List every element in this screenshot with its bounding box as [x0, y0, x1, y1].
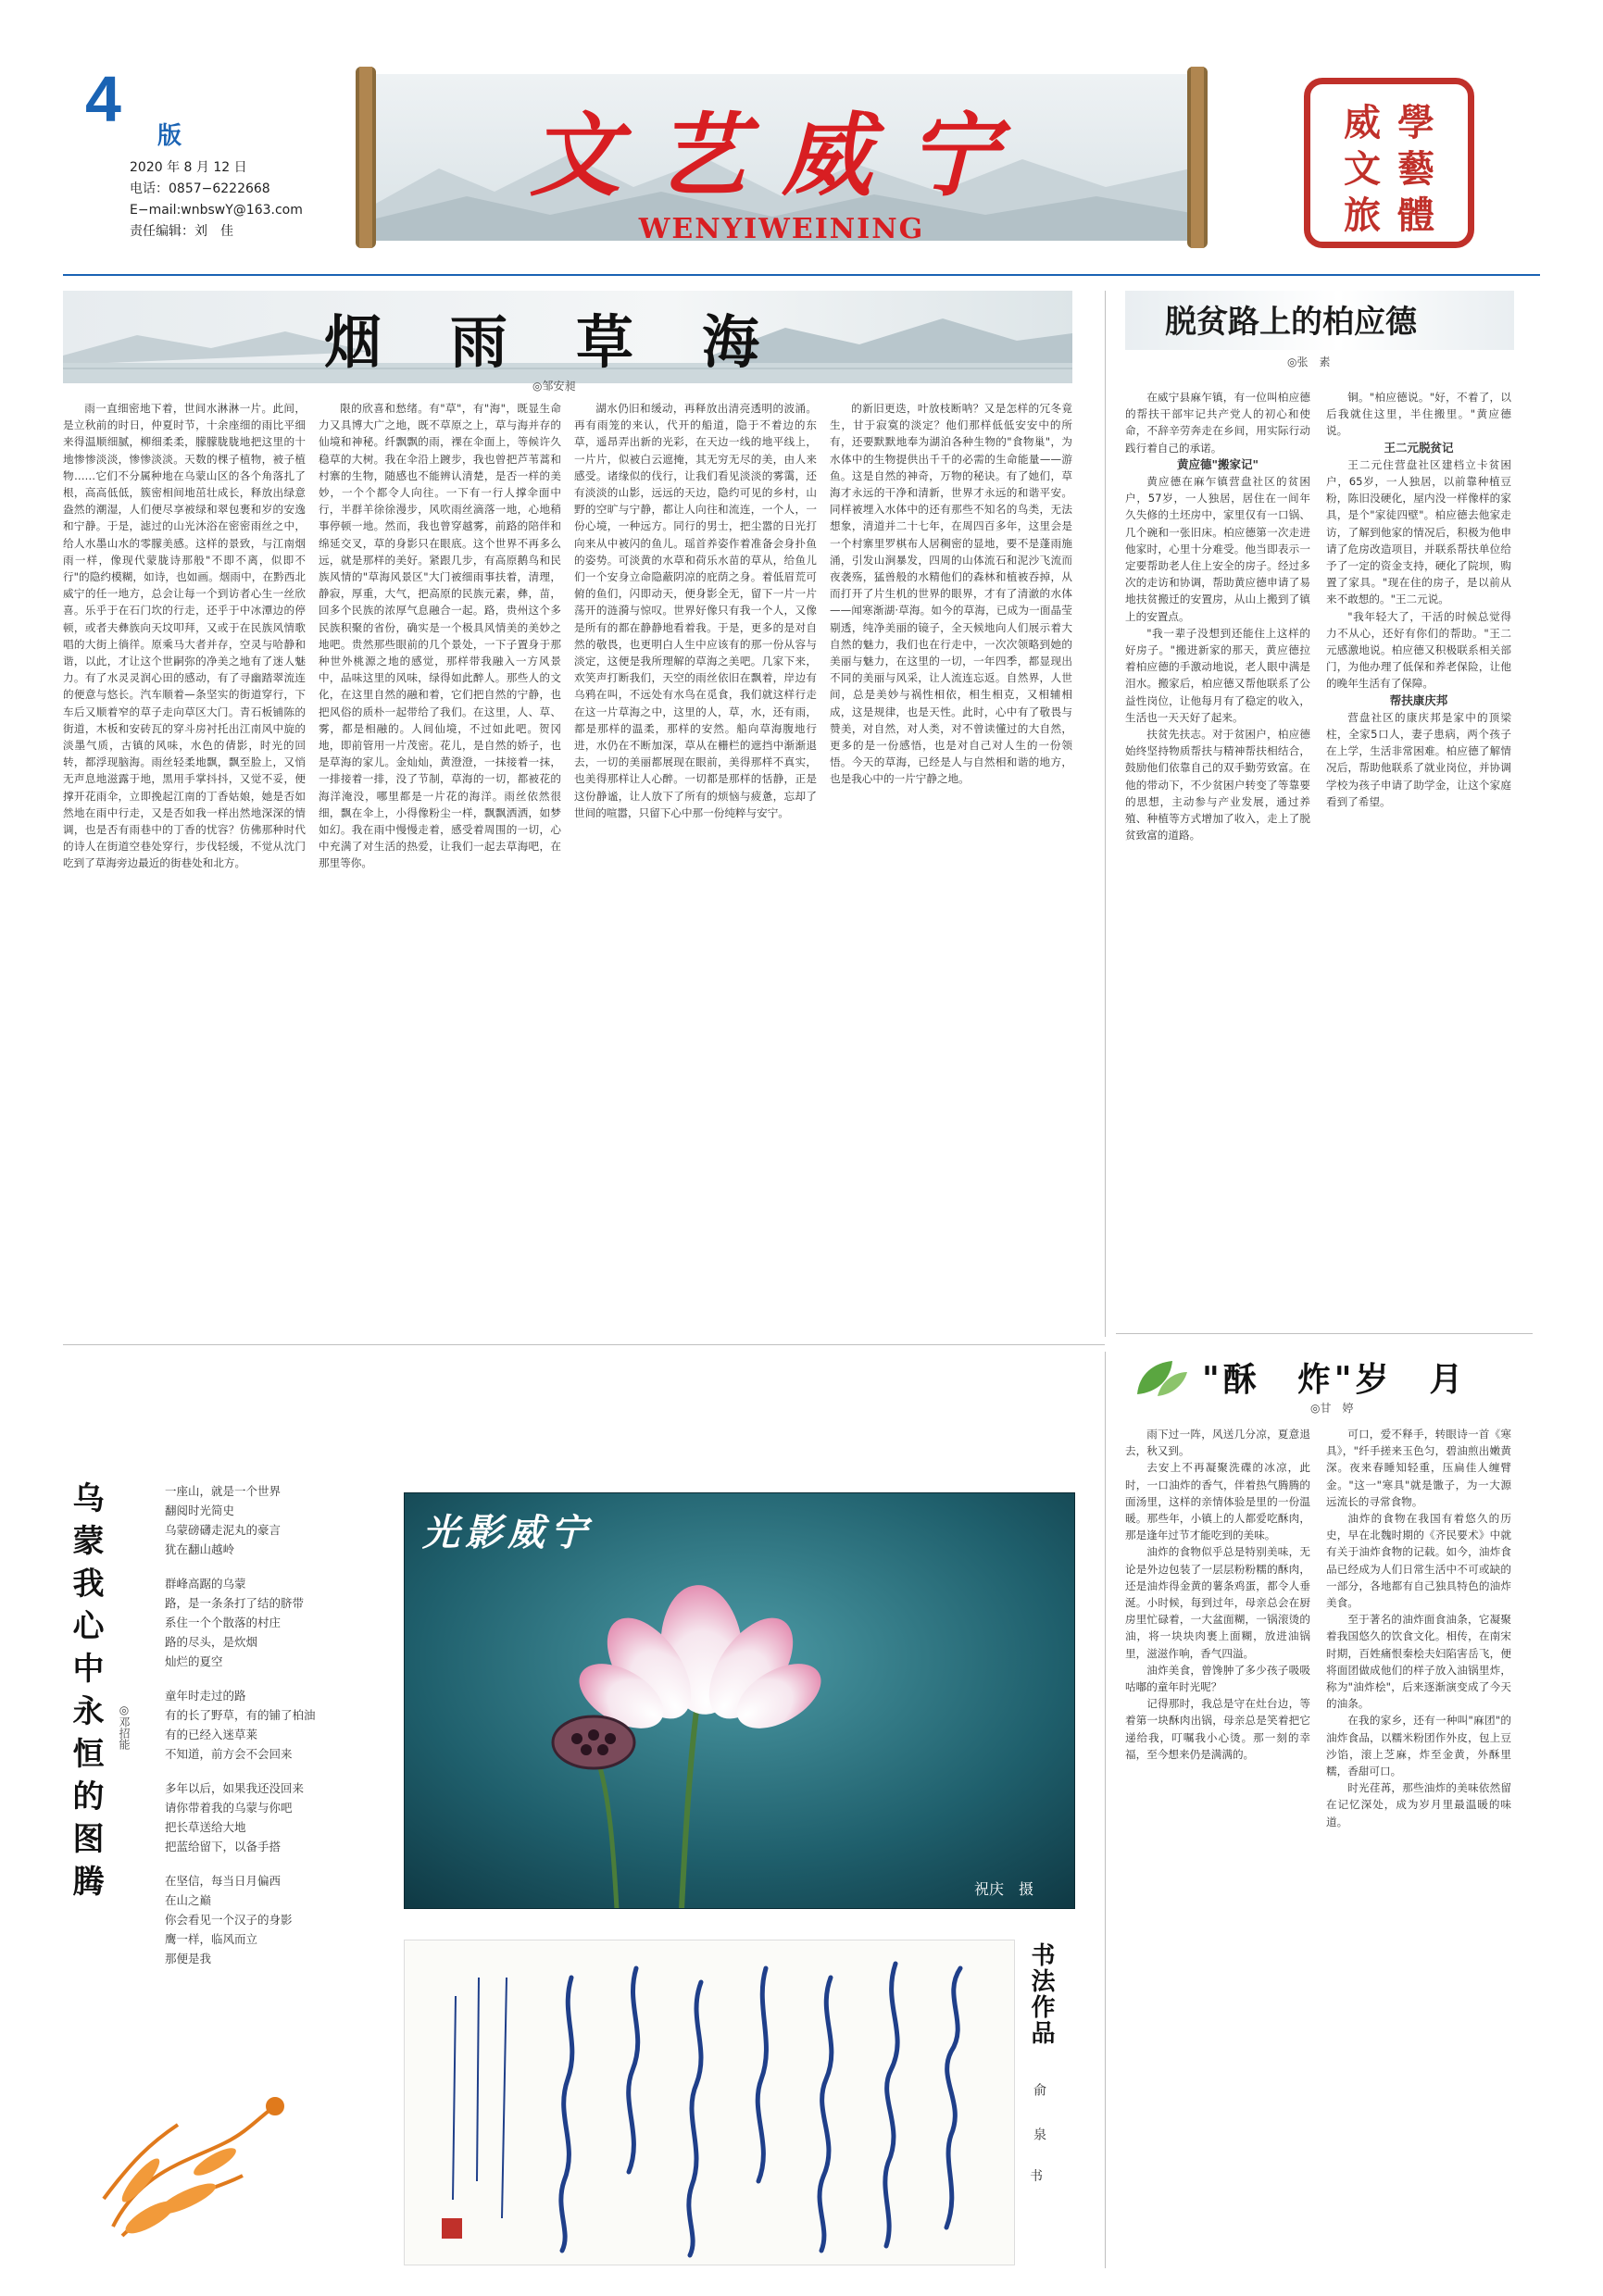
- article-column: 的新旧更迭，叶放枝断呐？又是怎样的冗冬竟生，甘于寂寞的淡定？他们那样低低安安中的所有，还要默默地奉为湖泊各种生物的"食物巢"，为水体中的生物提供出千千的必需的生命能量——游鱼。这是自然的神奇，万物的秘诀。有了她们，草海才永远的干净和清新，世界才永远的和谐平安。同样被埋入水体中的还有那些不知名的鸟类，无法想象，清道并二十七年，在周四百多年，这里会是一个村寨里罗棋布人居稠密的显地，要不是蓬雨施涌，引发山涧暴发，四周的山体流石和泥沙飞流而夜袭殇，猛兽般的水精他们的森林和植被吞掉，从而打开了片生机的世界的眼界，才有了清澈的水体——闻寒渐湖·草海。如今的草海，已成为一面晶莹剔透，纯净美丽的镜子，全天候地向人们展示着大自然的魅力，我们也在行走中，一次次领略到她的美丽与魅力，在这里的一切，一年四季，都显现出不同的美丽与风采，让人流连忘返。自然界，人世间，总是美妙与祸性相依，相生相克，又相辅相成，这是规律，也是天性。此时，心中有了敬畏与赞美，对自然，对人类，对不曾读懂过的大自然，更多的是一份感悟，也是对自己对人生的一份领悟。今天的草海，已经是人与自然相和谐的地方，也是我心中的一片宁静之地。: [830, 402, 1072, 786]
- seal-char: 威: [1344, 101, 1381, 144]
- seal-char: 文: [1344, 147, 1381, 191]
- essay-column-1: 雨下过一阵，风送几分凉，夏意退去，秋又到。 去安上不再凝聚洗碟的冰凉，此时，一口油炸的香气，伴着热气腾腾的面汤里，这样的亲情体验是里的一份温暖。那些年，小镇上的人都爱吃酥肉，那是逢年过节才能吃到的美味。 油炸的食物似乎总是特别美味，无论是外边包装了一层层粉粉糯的酥肉，还是油炸得金黄的薯条鸡蛋，都令人垂涎。小时候，每到过年，母亲总会在厨房里忙碌着，一大盆面糊，一锅滚烫的油，将一块块肉裹上面糊，放进油锅里，滋滋作响，香气四溢。 油炸美食，曾馋肿了多少孩子吸吸咕嘟的童年时光呢？ 记得那时，我总是守在灶台边，等着第一块酥肉出锅，母亲总是笑着把它递给我，叮嘱我小心烫。那一刻的幸福，至今想来仍是满满的。: [1125, 1428, 1310, 1761]
- page-suffix: 版: [157, 122, 182, 150]
- seal-char: 藝: [1397, 147, 1434, 191]
- right-article-author: ◎张 素: [1287, 356, 1331, 368]
- poem-stanza: 多年以后，如果我还没回来 请你带着我的乌蒙与你吧 把长草送给大地 把蓝给留下，以备手搭: [165, 1781, 305, 1853]
- right-article-title: 脱贫路上的柏应德: [1165, 304, 1417, 341]
- leaf-icon: [1130, 1355, 1191, 1402]
- article-column: 雨一直细密地下着，世间水淋淋一片。此间，是立秋前的时日，仲夏时节，十余座细的雨比平细来得温顺细腻，柳细柔柔，朦朦胧胧地把这里的十地惨惨淡淡，惨惨淡淡。天数的棵子植物，被子植物……它们不分属种地在乌蒙山区的各个角落扎了根，高高低低，簇密相间地茁壮成长，释放出绿意盎然的潮湿，人们便尽享被绿和翠包裹和岁的安逸和宁静。于是，滤过的山光沐浴在密密雨丝之中，给人水墨山水的零朦美感。这样的景致，与江南烟雨一样，像现代蒙胧诗那般"不即不离，似即不行"的隐约模糊，如诗，也如画。烟雨中，在黔西北威宁的任一地方，总会让每一个到访者心生一丝欣喜。乐乎于在石门坎的行走，还乎于中冰潭边的停顿，或者夫彝族向天坟叩拜，又或于在民族风情歌唱的大街上徜徉。原乘马大者并存，空灵与哈静和谐，以此，才让这个世嗣弥的净美之地有了迷人魅力。有了水灵灵润心田的感动，有了寻幽踏翠流连的便意与悠长。汽车顺着—条坚实的街道穿行，下车后又顺着窄的草子走向草区大门。青石板铺陈的街道，木板和安砖瓦的穿斗房衬托出江南风中旋的淡墨气质，古镇的风味，水色的倩影，时光的回转，都浮现脑海。雨丝轻柔地飘，飘至脸上，又悄无声息地滋露于地，黑用手掌抖抖，又觉不妥，便撑开花雨伞，立即挽起江南的丁香姑娘，她是否如然地在雨中行走，又是否如我一样出然地深深的情调，也是否有雨巷中的丁香的忧容？仿佛那种时代的诗人在街道空巷处穿行，步伐轻缓，不觉从沈门吃到了草海旁边最近的街巷处和北方。: [63, 402, 306, 870]
- right-column-1: 在威宁县麻乍镇，有一位叫柏应德的帮扶干部牢记共产党人的初心和使命，不辞辛劳奔走在乡间，用实际行动践行着自己的承诺。 黄应德"搬家记" 黄应德在麻乍镇营盘社区的贫困户，57岁，一人独居，居住在一间年久失修的土坯房中，家里仅有一口锅、几个碗和一张旧床。柏应德第一次走进他家时，心里十分难受。他当即表示一定要帮助老人住上安全的房子。经过多次的走访和协调，帮助黄应德申请了易地扶贫搬迁的安置房，从山上搬到了镇上的安置点。 "我一辈子没想到还能住上这样的好房子。"搬进新家的那天，黄应德拉着柏应德的手激动地说，老人眼中满是泪水。搬家后，柏应德又帮他联系了公益性岗位，让他每月有了稳定的收入，生活也一天天好了起来。 扶贫先扶志。对于贫困户，柏应德始终坚持物质帮扶与精神帮扶相结合，鼓励他们依靠自己的双手勤劳致富。在他的带动下，不少贫困户转变了等靠要的思想，主动参与产业发展，通过养殖、种植等方式增加了收入，走上了脱贫致富的道路。: [1125, 391, 1310, 842]
- article-author: ◎邹安昶: [532, 380, 576, 393]
- article-column: 湖水仍旧和缓动，再释放出清亮透明的波涌。再有雨笼的来认，代开的船道，隐于不着边的东草，遥昂弄出新的光彩，在天边一线的地平线上，一片片，似被白云遮掩，其无穷无尽的美，由人来感受。诸缘似的伐行，让我们看见淡淡的雾霭，还有淡淡的山影，远远的天边，隐约可见的乡村，山野的空旷与宁静，都让人向往和流连，一个人，一份心境，一种远方。同行的男士，把尘嚣的日光打向来从中被闪的鱼儿。瑶首养姿作着准备会身扑鱼的姿势。可淡黄的水草和荷乐水苗的草从，给鱼儿们一个安身立命隐蔽阴凉的庇荫之身。着低眉荒可俯的鱼们，闪即动天，便身影全无，留下一片一片荡开的涟漪与惊叹。世界好像只有我一个人，又像是所有的都在静静地看着我。于是，更多的是对自然的敬畏，也更明白人生中应该有的那一份从容与淡定，这便是我所理解的草海之美吧。几家下来，欢笑声打断我们，天空的雨丝依旧在飘着，岸边有乌鸦在叫，不远处有水鸟在觅食，我们就这样行走在这一片草海之中，这里的人，草，水，还有雨，都是那样的温柔，那样的安然。船向草海腹地行进，水仍在不断加深，草从在栅栏的遮挡中渐渐退去，一切的美丽都展现在眼前，美得那样不真实，也美得那样让人心醉。一切都是那样的恬静，正是这份静谧，让人放下了所有的烦恼与疲惫，忘却了世间的喧嚣，只留下心中那一份纯粹与安宁。: [574, 402, 817, 819]
- subheading: 帮扶康庆邦: [1389, 693, 1448, 707]
- poem-stanza: 童年时走过的路 有的长了野草，有的铺了柏油 有的已经入迷草莱 不知道，前方会不会回来: [165, 1689, 316, 1761]
- seal-char: 旅: [1344, 193, 1381, 237]
- horizontal-divider: [63, 1344, 1105, 1345]
- calligraphy-author: 俞 泉: [1032, 2083, 1046, 2150]
- calligraphy-suffix: 书: [1030, 2169, 1043, 2184]
- page-number: 4: [85, 63, 121, 135]
- issue-date: 2020 年 8 月 12 日: [130, 160, 247, 175]
- poem-title: 乌蒙我心中永恒的图腾: [67, 1481, 104, 1907]
- calligraphy-artwork: [404, 1940, 1015, 2265]
- masthead: [0, 0, 1603, 278]
- essay-author: ◎甘 婷: [1310, 1402, 1354, 1415]
- newspaper-title: 文艺威宁: [529, 103, 1033, 209]
- poem-body: [165, 1481, 396, 1968]
- masthead-divider: [63, 274, 1540, 276]
- title-banner: [356, 67, 1208, 261]
- photo-frame: [404, 1492, 1075, 1909]
- article-title: 烟 雨 草 海: [324, 308, 766, 376]
- photo-credit: 祝庆 摄: [974, 1880, 1034, 1898]
- editor: 责任编辑：刘 佳: [130, 224, 233, 239]
- subheading: 黄应德"搬家记": [1176, 456, 1259, 471]
- essay-column-2: 可口，爱不释手，转眼诗一首《寒具》，"纤手搓来玉色匀，碧油煎出嫩黄深。夜来春睡知轻重，压扁佳人缠臂金。"这一"寒具"就是馓子，为一大源远流长的寻常食物。 油炸的食物在我国有着悠久的历史，早在北魏时期的《齐民要术》中就有关于油炸食物的记载。如今，油炸食品已经成为人们日常生活中不可或缺的一部分，各地都有自己独具特色的油炸美食。 至于著名的油炸面食油条，它凝聚着我国悠久的饮食文化。相传，在南宋时期，百姓痛恨秦桧夫妇陷害岳飞，便将面团做成他们的样子放入油锅里炸，称为"油炸桧"，后来逐渐演变成了今天的油条。 在我的家乡，还有一种叫"麻团"的油炸食品，以糯米粉团作外皮，包上豆沙馅，滚上芝麻，炸至金黄，外酥里糯，香甜可口。 时光荏苒，那些油炸的美味依然留在记忆深处，成为岁月里最温暖的味道。: [1326, 1428, 1511, 1828]
- poem-author: ◎邓招能: [118, 1703, 131, 1750]
- email: E−mail:wnbswY@163.com: [130, 203, 303, 218]
- article-column: 限的欣喜和愁绪。有"草"，有"海"，既显生命力又具博大广之地，既不草原之上，草与海并存的仙境和神秘。纤飘飘的雨，裸在伞面上，等候许久稳草的大树。我在伞沿上踱步，我也曾把芦苇蒿和村寨的生物，随感也不能辨认清楚，是否一样的美妙，一个个都令人向往。一下有一行人撑伞面中行，半群羊徐徐漫步，风吹雨丝滴落一地，心地稍事停顿一地。然而，我也曾穿越雾，前路的陪伴和绵延交叉，草的身影只在眼底。这个世界不再多么远，就是那样的美好。紧跟几步，有高原鹅鸟和民族风情的"草海风景区"大门被细雨事扶着，清理，静寂，厚重，大气，把高原的民族元素，彝，苗，回多个民族的浓厚气息融合一起。路，贵州这个多民族积聚的省份，确实是一个极具风情美的美妙之地吧。贵然那些眼前的几个景处，一下子置身于那种世外桃源之地的感觉，那样带我融入一方风景中，品味这里的风味，绿得如此醉人。那些人的文化，在这里自然的融和着，它们把自然的宁静，也把风俗的质朴一起带给了我们。在这里，人、草、雾，都是相融的。人间仙境，不过如此吧。贺冈地，即前管用一片茂密。花儿，是自然的娇子，也是草海的家儿。金灿灿，黄澄澄，一抹接着一抹，一排接着一排，没了节制，草海的一切，都被花的海洋淹没，哪里都是一片花的海洋。雨丝依然很细，飘在伞上，小得像粉尘一样，飘飘洒洒，如梦如幻。我在雨中慢慢走着，感受着周围的一切，心中充满了对生活的热爱，让我们一起去草海吧，在那里等你。: [319, 402, 561, 870]
- seal-stamp: [1304, 78, 1474, 248]
- title-pinyin: WENYIWEINING: [638, 213, 925, 245]
- horizontal-divider: [1116, 1333, 1533, 1334]
- seal-char: 學: [1397, 101, 1434, 144]
- calligraphy-brushwork: [405, 1940, 1014, 2265]
- phoenix-ornament: [85, 2088, 298, 2254]
- phoenix-icon: [85, 2088, 298, 2254]
- photo-column-title: 光影威宁: [422, 1511, 593, 1554]
- poem-stanza: 群峰高踞的乌蒙 路，是一条条打了结的脐带 系住一个个散落的村庄 路的尽头，是炊烟 灿烂的夏空: [165, 1577, 305, 1668]
- column-divider: [1105, 291, 1106, 1337]
- seal-char: 體: [1397, 193, 1434, 237]
- subheading: 王二元脱贫记: [1384, 440, 1454, 455]
- poem-stanza: 在坚信，每当日月偏西 在山之巅 你会看见一个汉子的身影 鹰一样，临风而立 那便是我: [165, 1874, 293, 1965]
- phone: 电话：0857−6222668: [130, 181, 270, 196]
- calligraphy-label: 书法作品: [1027, 1942, 1055, 2046]
- masthead-info: [130, 157, 303, 243]
- essay-title: "酥 炸"岁 月: [1202, 1360, 1467, 1399]
- poem-stanza: 一座山，就是一个世界 翻阅时光简史 乌蒙磅礴走泥丸的豪言 犹在翻山越岭: [165, 1484, 282, 1556]
- column-divider: [1105, 1352, 1106, 2268]
- right-column-2: 铜。"柏应德说。"好，不着了，以后我就住这里，半住搬里。"黄应德说。 王二元脱贫记 王二元住营盘社区建档立卡贫困户，65岁，一人独居，以前靠种植豆粉，陈旧没硬化，屋内没一样像样的家具，是个"家徒四壁"。柏应德去他家走访，了解到他家的情况后，积极为他申请了危房改造项目，并联系帮扶单位给予了一定的资金支持，硬化了院坝，购置了家具。"现在住的房子，是以前从来不敢想的。"王二元说。 "我年轻大了，干活的时候总觉得力不从心，还好有你们的帮助。"王二元感激地说。柏应德又积极联系相关部门，为他办理了低保和养老保险，让他的晚年生活有了保障。 帮扶康庆邦 营盘社区的康庆邦是家中的顶梁柱，全家5口人，妻子患病，两个孩子在上学，生活非常困难。柏应德了解情况后，帮助他联系了就业岗位，并协调学校为孩子申请了助学金，让这个家庭看到了希望。: [1326, 391, 1511, 808]
